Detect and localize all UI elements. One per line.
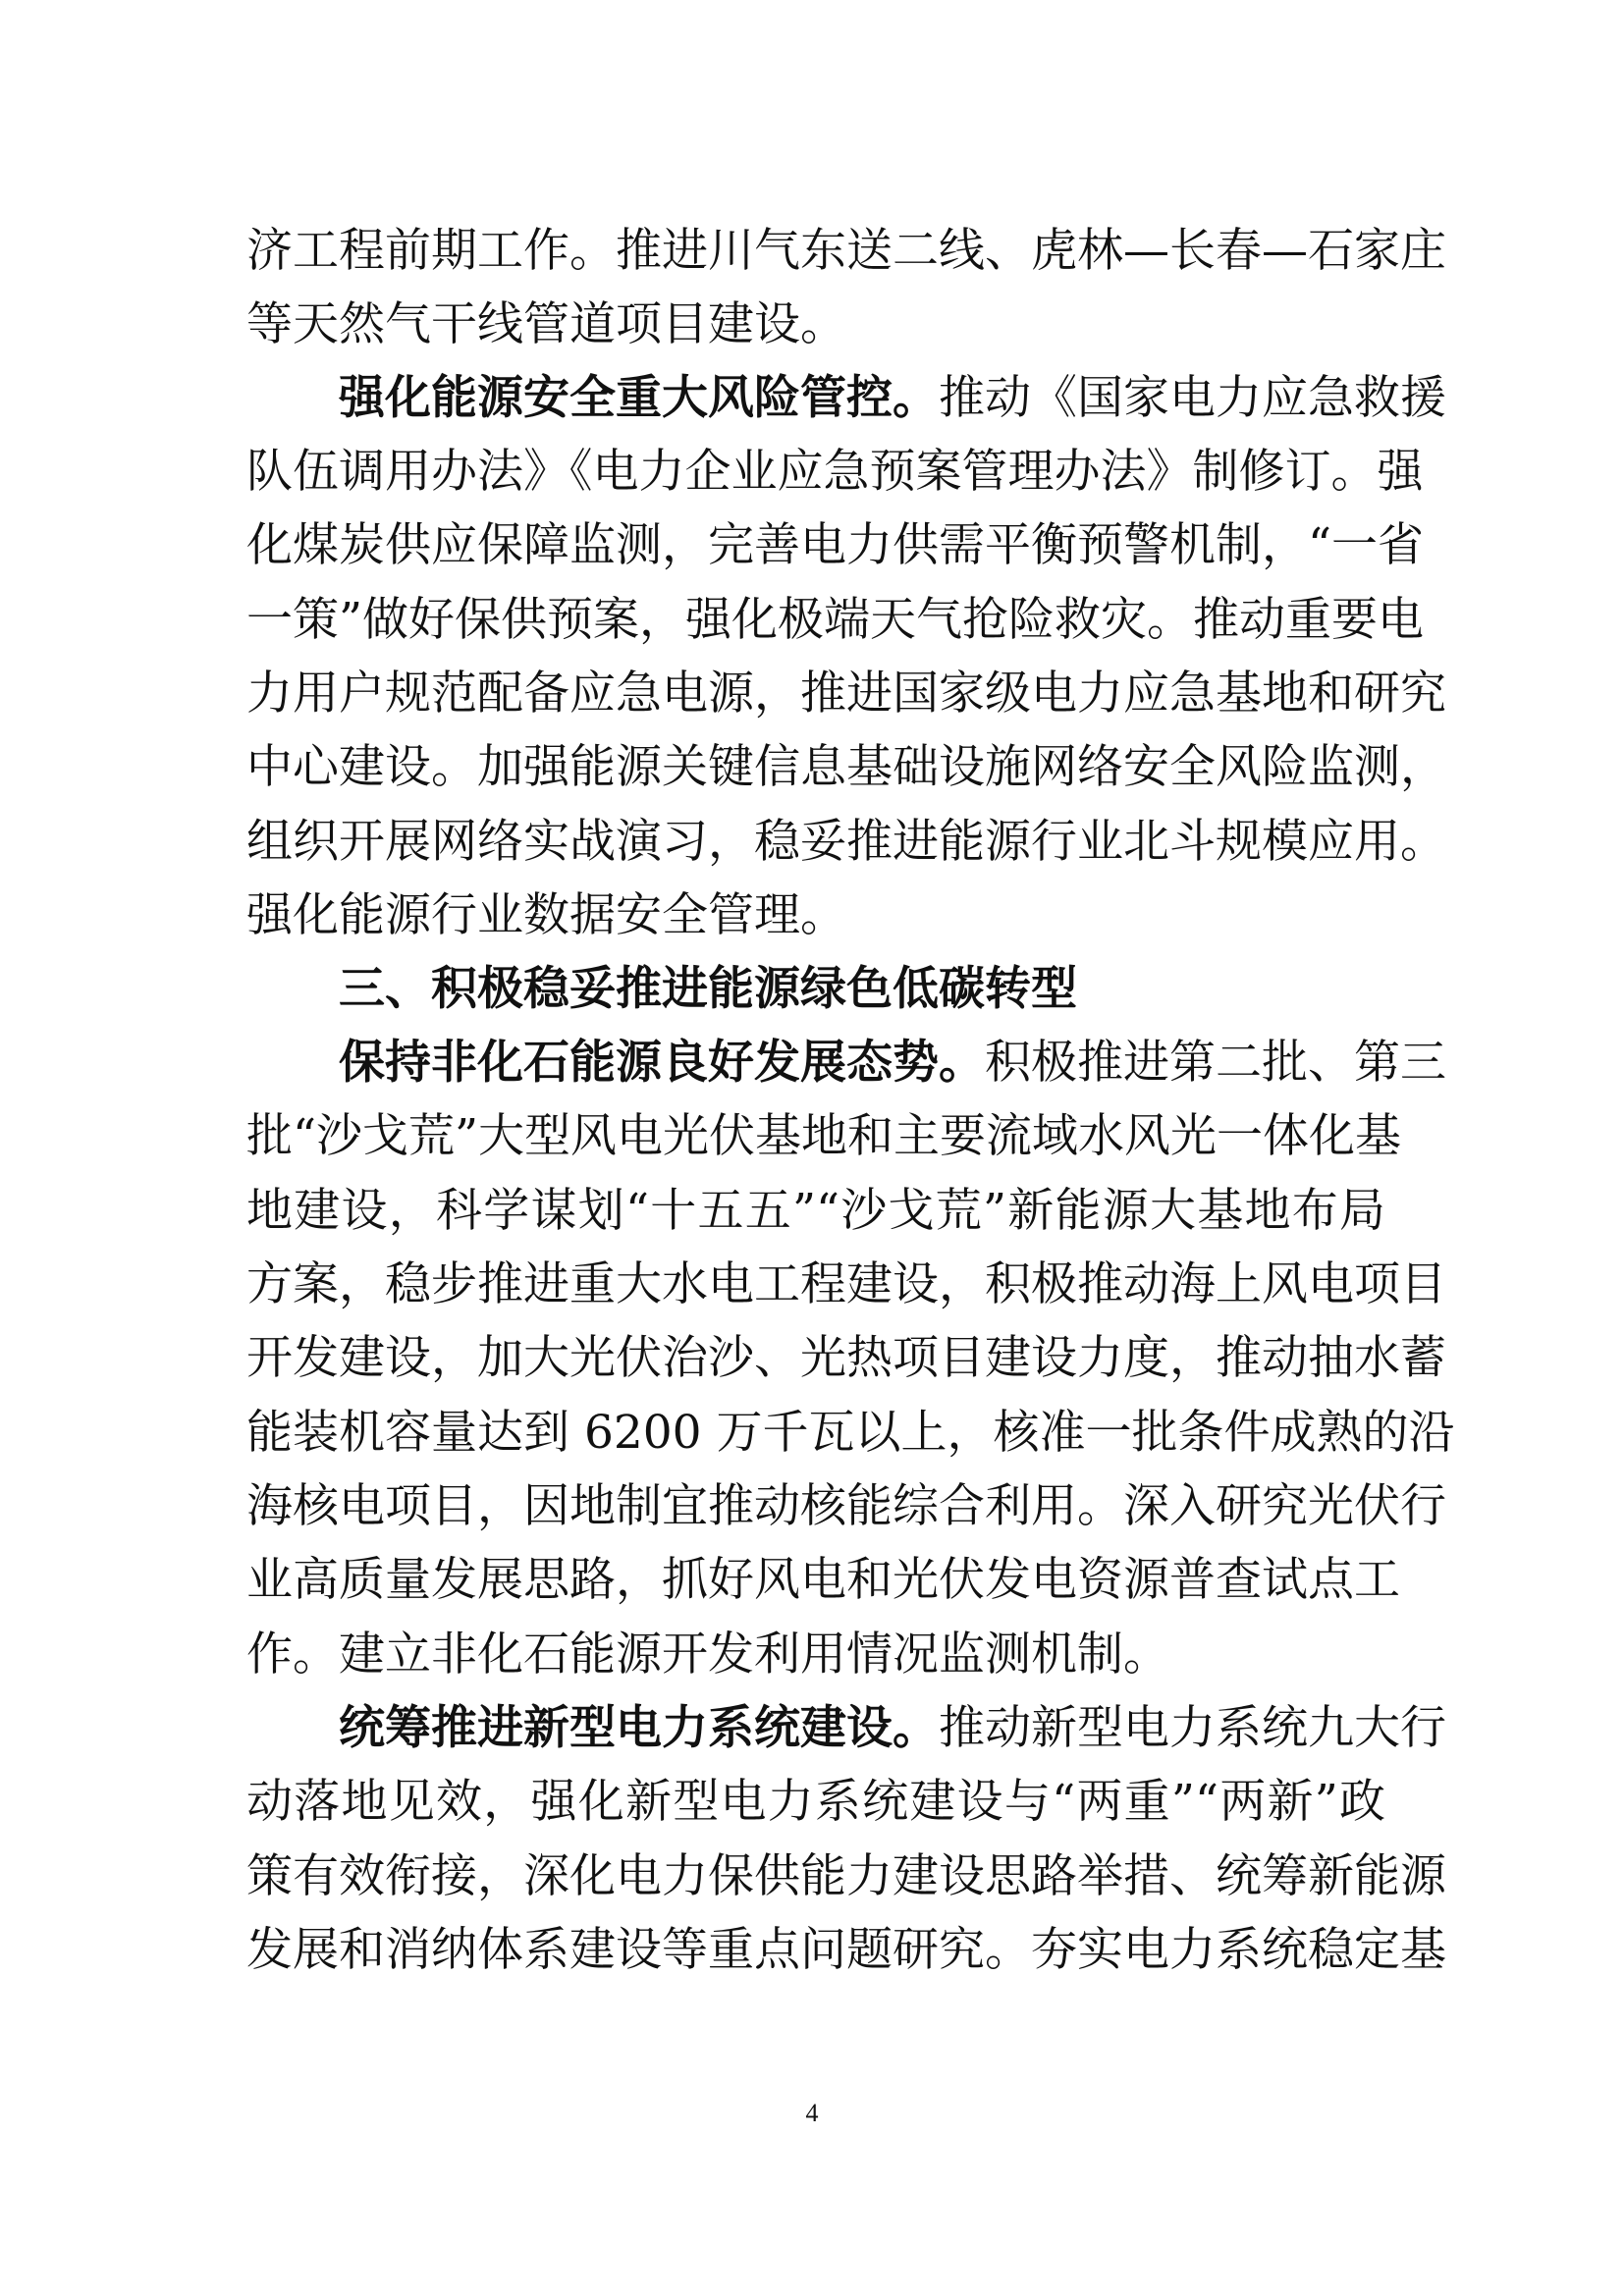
text-line: 方案，稳步推进重大水电工程建设，积极推动海上风电项目 xyxy=(246,1257,1446,1311)
paragraph-lead: 强化能源安全重大风险管控。 xyxy=(339,371,939,425)
section-heading: 三、积极稳妥推进能源绿色低碳转型 xyxy=(339,962,1077,1016)
text-line: 济工程前期工作。推进川气东送二线、虎林—长春—石家庄 xyxy=(246,224,1446,278)
text-line: 业高质量发展思路，抓好风电和光伏发电资源普查试点工 xyxy=(246,1553,1400,1607)
text-line: 组织开展网络实战演习，稳妥推进能源行业北斗规模应用。 xyxy=(246,815,1446,869)
text-line: 强化能源行业数据安全管理。 xyxy=(246,888,846,942)
text-line: 作。建立非化石能源开发利用情况监测机制。 xyxy=(246,1628,1169,1682)
text-line: 力用户规范配备应急电源，推进国家级电力应急基地和研究 xyxy=(246,667,1446,721)
text-line: 等天然气干线管道项目建设。 xyxy=(246,297,846,351)
text-line: 化煤炭供应保障监测，完善电力供需平衡预警机制，“一省 xyxy=(246,518,1425,572)
paragraph-first-line xyxy=(339,1028,1446,1098)
text-line: 开发建设，加大光伏治沙、光热项目建设力度，推动抽水蓄 xyxy=(246,1331,1446,1385)
text-line: 海核电项目，因地制宜推动核能综合利用。深入研究光伏行 xyxy=(246,1479,1446,1533)
text-line: 地建设，科学谋划“十五五”“沙戈荒”新能源大基地布局 xyxy=(246,1184,1385,1238)
text-run: 推动新型电力系统九大行 xyxy=(939,1701,1446,1755)
paragraph-first-line xyxy=(339,1693,1446,1764)
text-line: 策有效衔接，深化电力保供能力建设思路举措、统筹新能源 xyxy=(246,1849,1446,1903)
text-line: 一策”做好保供预案，强化极端天气抢险救灾。推动重要电 xyxy=(246,593,1425,647)
text-line: 能装机容量达到 6200 万千瓦以上，核准一批条件成熟的沿 xyxy=(246,1406,1455,1460)
page-number: 4 xyxy=(805,2099,819,2127)
text-line: 动落地见效，强化新型电力系统建设与“两重”“两新”政 xyxy=(246,1775,1385,1829)
paragraph-lead: 统筹推进新型电力系统建设。 xyxy=(339,1701,939,1755)
text-run: 积极推进第二批、第三 xyxy=(985,1036,1446,1090)
text-line: 队伍调用办法》《电力企业应急预案管理办法》制修订。强 xyxy=(246,445,1424,499)
paragraph-lead: 保持非化石能源良好发展态势。 xyxy=(339,1036,985,1090)
paragraph-first-line xyxy=(339,363,1446,434)
text-line: 中心建设。加强能源关键信息基础设施网络安全风险监测， xyxy=(246,740,1446,794)
text-line: 发展和消纳体系建设等重点问题研究。夯实电力系统稳定基 xyxy=(246,1923,1446,1977)
text-run: 推动《国家电力应急救援 xyxy=(939,371,1446,425)
text-line: 批“沙戈荒”大型风电光伏基地和主要流域水风光一体化基 xyxy=(246,1109,1402,1163)
